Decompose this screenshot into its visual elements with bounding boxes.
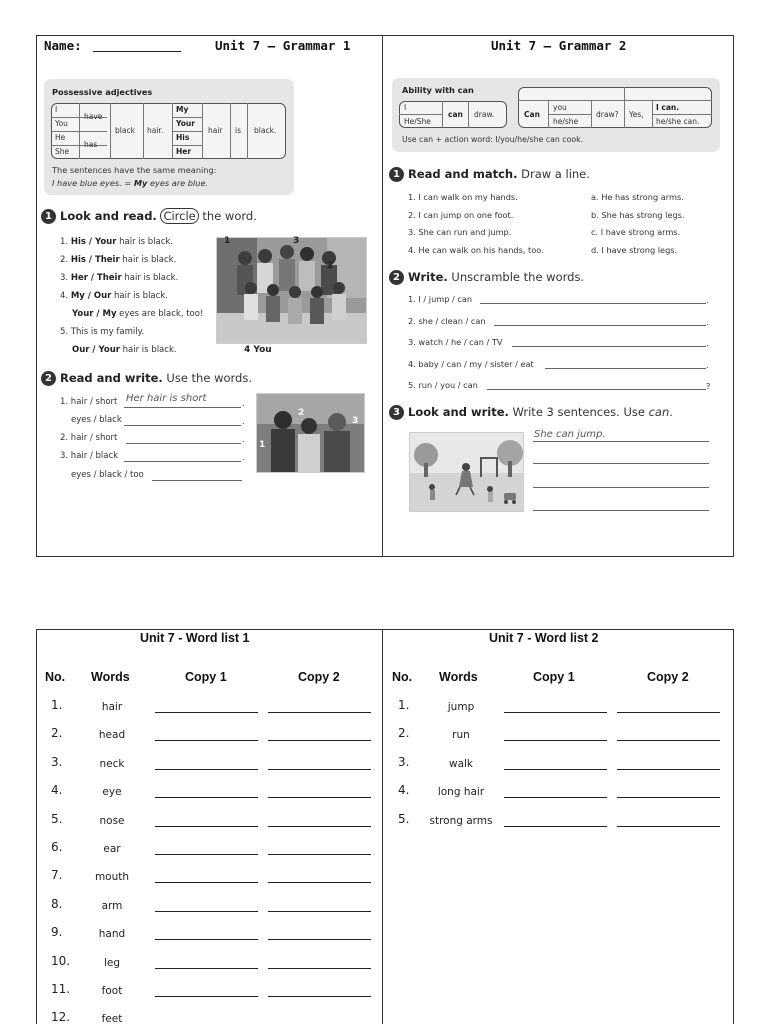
g2-exercise-3-badge: 3 [389, 405, 404, 420]
ex1-item [60, 237, 173, 247]
friends-photo-label-2: 2 [298, 408, 305, 418]
wordlist-row-word: ear [103, 843, 121, 855]
unscramble-answer-line[interactable] [487, 389, 706, 390]
g2-ex3-line-4[interactable] [533, 510, 709, 511]
answer-yes: Yes, [629, 110, 644, 119]
wordlist-row-word: strong arms [429, 814, 493, 827]
word-black: black [115, 126, 135, 135]
wordlist-row-number: 3. [398, 754, 410, 769]
unscramble-end-mark: . [706, 317, 709, 327]
wordlist-copy1-line[interactable] [155, 740, 258, 741]
family-photo-label-2: 2 [327, 261, 334, 271]
ex2-answer-line[interactable] [124, 407, 241, 408]
match-right-item[interactable]: b. She has strong legs. [591, 210, 685, 220]
ex1-item [72, 309, 203, 319]
exercise-2-title: Read and write. Use the words. [60, 371, 252, 385]
unscramble-end-mark: ? [706, 381, 711, 391]
wordlist-row-word: feet [101, 1013, 123, 1024]
unscramble-end-mark: . [706, 360, 709, 370]
grammar1-title: Unit 7 – Grammar 1 [215, 38, 351, 53]
ex1-item-choice[interactable]: Our / Your [72, 345, 120, 355]
wordlist-2-header-copy1: Copy 1 [533, 670, 575, 684]
wordlist-row-word: leg [103, 956, 121, 969]
wordlist-1-header-words: Words [91, 670, 130, 684]
wordlist-row-number: 2. [398, 726, 410, 741]
wordlist-row-word: jump [447, 701, 475, 713]
wordlist-row-word: nose [99, 814, 125, 827]
g2-ex3-answer-1: She can jump. [534, 429, 606, 440]
wordlist-copy1-line[interactable] [504, 712, 607, 713]
wordlist-1-header-copy2: Copy 2 [298, 670, 340, 684]
ex1-item-number: 1. [60, 237, 69, 247]
ex1-item-text: hair is black. [121, 273, 179, 283]
ex2-end-mark: . [242, 398, 245, 408]
ex2-answer-line[interactable] [152, 480, 242, 481]
ex1-item-text: This is my family. [70, 327, 145, 337]
wordlist-copy1-line[interactable] [155, 854, 258, 855]
match-left-item[interactable]: 4. He can walk on his hands, too. [408, 245, 544, 255]
wordlist-copy2-line[interactable] [617, 826, 720, 827]
wordlist-copy2-line[interactable] [268, 854, 371, 855]
verb-have: have [84, 112, 103, 121]
wordlist-2-header-copy2: Copy 2 [647, 670, 689, 684]
unscramble-prompt: 1. I / jump / can [408, 294, 473, 304]
unscramble-prompt: 3. watch / he / can / TV [408, 337, 503, 347]
wordlist-row-word: hair [101, 701, 123, 713]
unscramble-answer-line[interactable] [480, 303, 706, 304]
exercise-1-title: Look and read. Circle the word. [60, 209, 257, 223]
exercise-2-badge: 2 [41, 371, 56, 386]
wordlist-row-number: 12. [51, 1010, 71, 1024]
ex1-item-number: 5. [60, 327, 69, 337]
word-black-2: black. [254, 126, 277, 135]
ex2-end-mark: . [242, 416, 245, 426]
ex1-item [72, 345, 177, 355]
wordlist-copy2-line[interactable] [617, 712, 720, 713]
wordlist-row-number: 4. [51, 783, 63, 798]
family-photo [216, 237, 367, 344]
wordlist-row-number: 5. [51, 811, 63, 826]
wordlist-copy1-line[interactable] [504, 740, 607, 741]
ex1-item-text: hair is black. [119, 255, 177, 265]
wordlist-copy1-line[interactable] [155, 826, 258, 827]
unscramble-end-mark: . [706, 338, 709, 348]
wordlist-row-word: neck [99, 757, 125, 770]
ex2-answer-line[interactable] [124, 425, 241, 426]
word-is: is [235, 126, 241, 135]
ex1-item [60, 291, 168, 301]
possessive-note-2: I have blue eyes. = My eyes are blue. [52, 178, 209, 188]
g2-exercise-1-title: Read and match. Draw a line. [408, 167, 590, 181]
g2-exercise-2-title: Write. Unscramble the words. [408, 270, 585, 284]
verb-has: has [84, 140, 98, 149]
exercise-1-badge: 1 [41, 209, 56, 224]
wordlist-copy2-line[interactable] [268, 968, 371, 969]
match-right-item[interactable]: a. He has strong arms. [591, 192, 684, 202]
possessive-your: Your [176, 119, 195, 128]
wordlist-row-number: 2. [51, 726, 63, 741]
g2-exercise-1-badge: 1 [389, 167, 404, 182]
pronoun-you: You [55, 119, 68, 128]
pronoun-i: I [55, 105, 58, 114]
ex2-item-prompt: eyes / black / too [71, 470, 144, 480]
wordlist-copy1-line[interactable] [155, 712, 258, 713]
possessive-box-title: Possessive adjectives [52, 87, 153, 97]
wordlist-2-title: Unit 7 - Word list 2 [489, 631, 599, 645]
wordlist-copy1-line[interactable] [504, 797, 607, 798]
wordlist-copy1-line[interactable] [504, 826, 607, 827]
wordlist-row-number: 1. [51, 698, 63, 712]
family-photo-label-1: 1 [224, 236, 231, 246]
ex1-item-number: 2. [60, 255, 69, 265]
ex1-item-number: 3. [60, 273, 69, 283]
wordlist-copy1-line[interactable] [504, 769, 607, 770]
wordlist-row-word: foot [101, 985, 123, 997]
ex2-item-prompt: 2. hair / short [60, 433, 118, 443]
friends-photo-label-1: 1 [259, 440, 266, 450]
wordlist-copy1-line[interactable] [155, 882, 258, 883]
word-hair: hair. [147, 126, 164, 135]
family-photo-label-4-you: 4 You [244, 345, 272, 355]
wordlist-2-header-no: No. [392, 670, 413, 684]
wordlist-row-number: 5. [398, 811, 410, 826]
ex1-item-text: hair is black. [116, 237, 174, 247]
unscramble-prompt: 2. she / clean / can [408, 316, 486, 326]
ability-box-title: Ability with can [402, 85, 474, 95]
ability-draw: draw. [474, 110, 495, 119]
ex1-item-choice[interactable]: His / Your [70, 237, 117, 247]
wordlist-row-number: 4. [398, 783, 410, 798]
wordlist-row-word: hand [98, 928, 126, 941]
ex1-item-number: 4. [60, 291, 69, 301]
wordlist-copy1-line[interactable] [155, 769, 258, 770]
ex2-answer-text: Her hair is short [126, 393, 207, 404]
family-photo-illustration [217, 238, 367, 344]
wordlist-row-number: 8. [51, 896, 63, 911]
wordlist-copy2-line[interactable] [617, 740, 720, 741]
wordlist-copy2-line[interactable] [268, 911, 371, 912]
wordlist-row-number: 3. [51, 754, 63, 769]
question-he-she: he/she [553, 117, 579, 126]
name-label: Name: [44, 38, 82, 53]
question-you: you [553, 103, 567, 112]
wordlist-row-number: 11. [51, 982, 71, 996]
ex2-item-prompt: eyes / black [71, 415, 122, 425]
wordlist-row-number: 1. [398, 698, 410, 712]
grammar-divider [382, 35, 383, 557]
unscramble-end-mark: . [706, 295, 709, 305]
ex2-item-prompt: 3. hair / black [60, 451, 119, 461]
ex2-end-mark: . [242, 452, 245, 462]
possessive-note-1: The sentences have the same meaning: [52, 165, 217, 175]
g2-exercise-3-title: Look and write. Write 3 sentences. Use can. [408, 405, 673, 419]
wordlist-row-number: 7. [51, 868, 63, 883]
wordlist-row-word: run [452, 729, 470, 742]
wordlist-copy1-line[interactable] [155, 996, 258, 997]
wordlist-copy1-line[interactable] [155, 939, 258, 940]
wordlist-copy1-line[interactable] [155, 797, 258, 798]
pronoun-he: He [55, 133, 66, 142]
wordlist-row-number: 10. [51, 953, 71, 968]
wordlist-copy2-line[interactable] [268, 996, 371, 997]
park-scene-drawing [410, 433, 524, 512]
g2-exercise-2-badge: 2 [389, 270, 404, 285]
ability-subj-he-she: He/She [404, 117, 431, 126]
possessive-my: My [176, 105, 189, 114]
friends-photo-label-3: 3 [352, 416, 359, 426]
wordlist-row-word: mouth [94, 871, 130, 884]
match-right-item[interactable]: c. I have strong arms. [591, 227, 681, 237]
wordlist-divider [382, 629, 383, 1024]
pronoun-she: She [55, 147, 70, 156]
park-illustration [409, 432, 524, 512]
question-can: Can [524, 110, 540, 119]
ex1-item-choice[interactable]: Her / Their [70, 273, 122, 283]
wordlist-row-number: 6. [51, 840, 63, 854]
g2-ex3-line-2[interactable] [533, 463, 709, 464]
match-left-item[interactable]: 3. She can run and jump. [408, 227, 512, 237]
wordlist-copy2-line[interactable] [617, 797, 720, 798]
wordlist-copy2-line[interactable] [268, 826, 371, 827]
wordlist-row-number: 9. [51, 925, 63, 940]
word-hair-2: hair [208, 126, 223, 135]
wordlist-row-word: arm [101, 899, 123, 912]
ex1-item-choice[interactable]: Your / My [72, 309, 117, 319]
wordlist-copy2-line[interactable] [268, 797, 371, 798]
unscramble-answer-line[interactable] [545, 368, 706, 369]
ability-can: can [448, 110, 463, 119]
wordlist-row-word: eye [102, 786, 122, 799]
possessive-his: His [176, 133, 190, 142]
answer-i-can: I can. [656, 103, 680, 112]
wordlist-copy1-line[interactable] [155, 968, 258, 969]
ex1-item-choice[interactable]: His / Their [70, 255, 120, 265]
g2-ex3-line-3[interactable] [533, 487, 709, 488]
friends-photo-illustration [257, 394, 365, 473]
unscramble-answer-line[interactable] [494, 325, 706, 326]
ex1-item [60, 255, 176, 265]
wordlist-1-header-copy1: Copy 1 [185, 670, 227, 684]
unscramble-prompt: 5. run / you / can [408, 380, 478, 390]
match-right-item[interactable]: d. I have strong legs. [591, 245, 678, 255]
ex1-item-text: eyes are black, too! [116, 309, 204, 319]
unscramble-prompt: 4. baby / can / my / sister / eat [408, 359, 534, 369]
ex1-item-text: hair is black. [111, 291, 168, 301]
unscramble-answer-line[interactable] [512, 346, 706, 347]
answer-he-she-can: he/she can. [656, 117, 700, 126]
family-photo-label-3: 3 [293, 236, 300, 246]
wordlist-row-word: head [98, 729, 126, 742]
ex1-item-text: hair is black. [119, 345, 177, 355]
wordlist-copy2-line[interactable] [268, 769, 371, 770]
wordlist-copy2-line[interactable] [617, 769, 720, 770]
ex1-item [60, 273, 178, 283]
ex2-answer-line[interactable] [124, 461, 241, 462]
possessive-her: Her [176, 147, 192, 156]
wordlist-copy2-line[interactable] [268, 939, 371, 940]
ex1-item [60, 327, 144, 337]
ex1-item-choice[interactable]: My / Our [70, 291, 112, 301]
wordlist-1-header-no: No. [45, 670, 66, 684]
grammar2-title: Unit 7 – Grammar 2 [491, 38, 627, 53]
wordlist-row-word: walk [448, 757, 474, 770]
name-field-line[interactable] [93, 51, 181, 52]
g2-ex3-line-1[interactable] [533, 441, 709, 442]
wordlist-copy1-line[interactable] [155, 911, 258, 912]
ex2-item-prompt: 1. hair / short [60, 397, 118, 407]
wordlist-copy2-line[interactable] [268, 740, 371, 741]
ability-subj-i: I [404, 103, 407, 112]
ability-note: Use can + action word: I/you/he/she can cook. [402, 135, 584, 144]
wordlist-2-header-words: Words [439, 670, 478, 684]
ex2-answer-line[interactable] [126, 443, 241, 444]
match-left-item[interactable]: 2. I can jump on one foot. [408, 210, 514, 220]
ex2-end-mark: . [242, 434, 245, 444]
wordlist-copy2-line[interactable] [268, 882, 371, 883]
wordlist-copy2-line[interactable] [268, 712, 371, 713]
friends-photo [256, 393, 365, 473]
wordlist-1-title: Unit 7 - Word list 1 [140, 631, 250, 645]
wordlist-row-word: long hair [437, 786, 485, 799]
question-draw: draw? [596, 110, 619, 119]
match-left-item[interactable]: 1. I can walk on my hands. [408, 192, 518, 202]
